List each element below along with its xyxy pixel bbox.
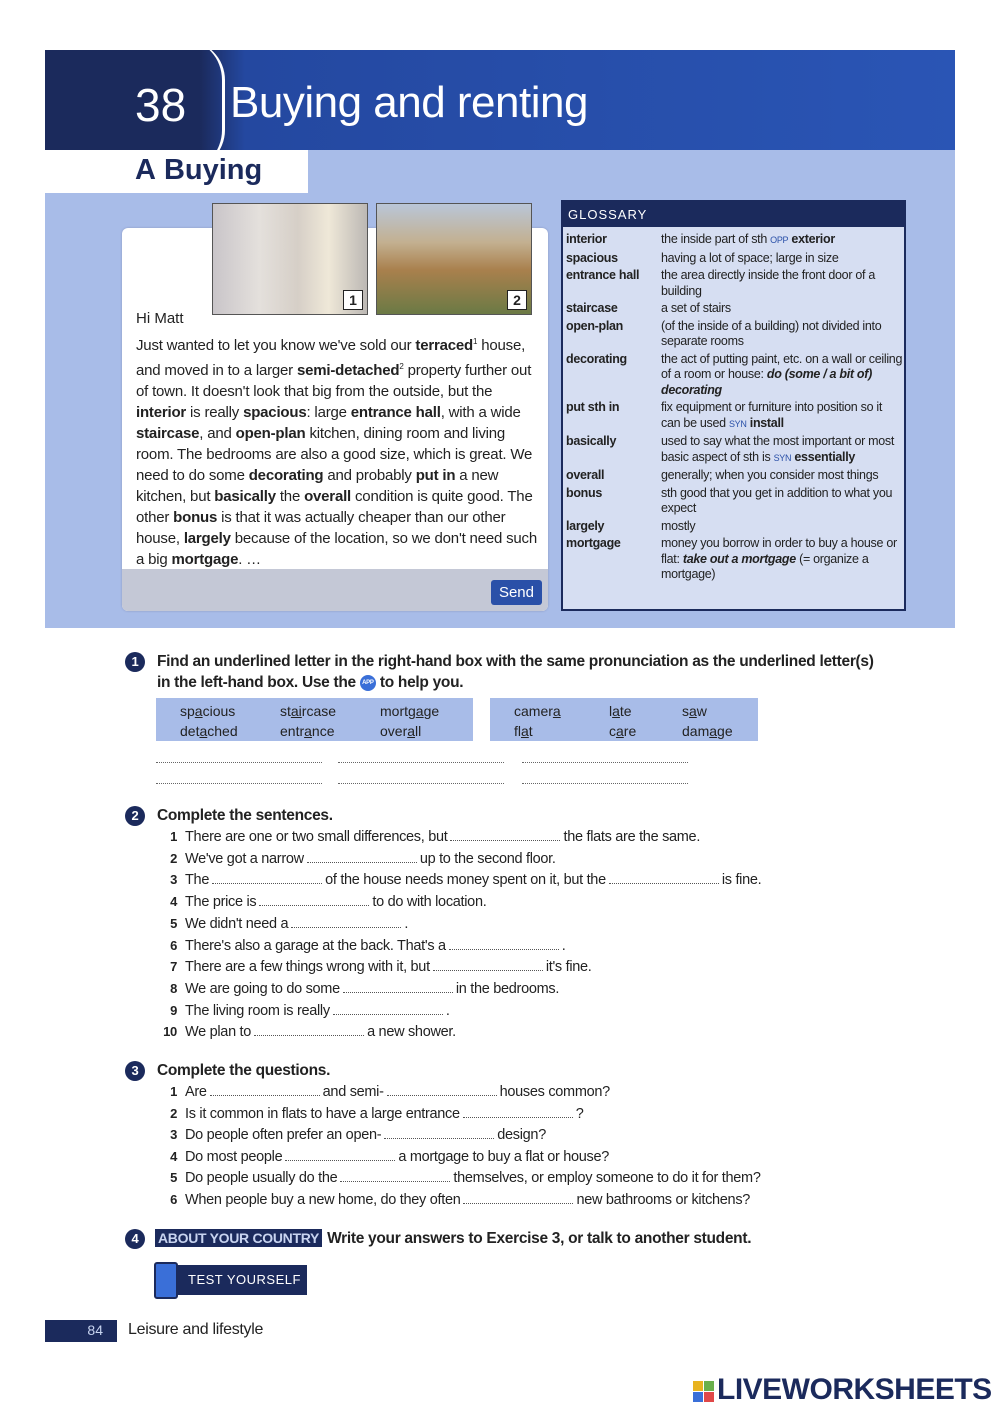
underlined-letters: a	[709, 722, 718, 739]
word-item	[180, 722, 280, 742]
body-text: a new kitchen, but	[136, 467, 499, 505]
key-word: entrance hall	[350, 404, 441, 421]
definition-text: a set of stairs	[661, 301, 731, 315]
photo-semi-detached-house	[376, 203, 532, 315]
sentence-text	[185, 894, 486, 910]
word-item	[682, 702, 762, 722]
sentence-item	[155, 981, 855, 1001]
unit-name: Leisure and lifestyle	[128, 1321, 264, 1338]
word-part: l	[609, 703, 613, 719]
sentence-part: up to the second floor.	[419, 850, 556, 867]
glossary-word: overall	[566, 468, 605, 482]
sentence-text	[185, 1106, 584, 1122]
key-word: spacious	[243, 404, 307, 421]
item-number: 8	[170, 980, 177, 996]
glossary-entry	[566, 251, 904, 269]
page-number: 84	[45, 1320, 117, 1342]
definition-text: generally; when you consider most things	[661, 468, 879, 482]
sentence-part: .	[561, 937, 566, 954]
exercise-3-instruction	[125, 1061, 885, 1083]
sentence-part: to do with location.	[372, 894, 487, 911]
liveworksheets-watermark	[693, 1373, 992, 1407]
word-part: entr	[280, 722, 305, 739]
definition-text: essentially	[791, 449, 856, 464]
sentence-item	[155, 894, 855, 914]
watermark-text: LIVEWORKSHEETS	[717, 1373, 992, 1406]
definition-text: sth good that you get in addition to what you expect	[661, 485, 893, 515]
item-number: 3	[170, 872, 177, 888]
word-item	[380, 722, 480, 742]
answer-blank[interactable]	[609, 872, 719, 884]
label-abbrev: SYN	[728, 418, 747, 429]
app-icon: APP	[360, 675, 376, 691]
sentence-text	[185, 1192, 750, 1208]
answer-line[interactable]	[156, 762, 322, 763]
answer-line[interactable]	[156, 783, 322, 784]
word-item	[609, 722, 682, 742]
glossary-entry	[566, 434, 904, 468]
page-title: Buying and renting	[230, 78, 588, 127]
glossary-definition	[661, 400, 904, 434]
sentence-part: .	[404, 915, 409, 932]
key-word: open-plan	[235, 425, 306, 442]
send-button[interactable]: Send	[491, 580, 542, 605]
item-number: 4	[170, 894, 177, 910]
sentence-item	[155, 1192, 855, 1212]
about-your-country-tag: ABOUT YOUR COUNTRY	[155, 1229, 322, 1247]
item-number: 6	[170, 937, 177, 953]
sentence-part: We didn't need a	[185, 915, 289, 932]
sentence-part: The price is	[185, 894, 257, 911]
definition-text: the inside part of sth	[661, 232, 771, 246]
glossary-word: interior	[566, 232, 607, 246]
exercise-number: 3	[125, 1061, 145, 1081]
sentence-text	[185, 959, 592, 975]
sentence-part: a new shower.	[367, 1024, 456, 1041]
key-word: staircase	[136, 425, 200, 442]
item-number: 9	[170, 1002, 177, 1018]
word-item	[682, 722, 762, 742]
word-part: cious	[202, 703, 236, 719]
right-word-box	[490, 698, 758, 741]
sentence-part: ?	[575, 1105, 584, 1122]
sentence-item	[155, 916, 855, 936]
word-item	[280, 722, 380, 742]
body-text: 1	[473, 337, 478, 346]
section-letter: A	[135, 154, 156, 186]
glossary-entry	[566, 400, 904, 434]
glossary-word: spacious	[566, 250, 618, 265]
glossary-definition	[661, 268, 904, 301]
exercise-number: 1	[125, 652, 145, 672]
definition-text: install	[746, 415, 784, 430]
word-item	[280, 702, 380, 722]
key-word: semi-detached	[296, 362, 400, 379]
glossary-entry	[566, 319, 904, 352]
answer-line[interactable]	[338, 762, 504, 763]
word-part: te	[619, 703, 632, 719]
glossary-entry	[566, 468, 904, 486]
sentence-text	[185, 1149, 609, 1165]
sentence-item	[155, 829, 855, 849]
key-word: bonus	[173, 509, 218, 526]
body-text: . …	[238, 551, 261, 568]
answer-blank[interactable]	[291, 916, 401, 928]
body-text: is really	[186, 404, 244, 421]
answer-blank[interactable]	[254, 1024, 364, 1036]
word-part: ge	[423, 703, 440, 719]
answer-line[interactable]	[522, 762, 688, 763]
underlined-letters: ai	[290, 703, 302, 719]
word-part: camer	[514, 703, 553, 719]
photo-label: 1	[343, 290, 363, 310]
instruction-text: Write your answers to Exercise 3, or talk to another student.	[327, 1230, 752, 1247]
word-item	[380, 702, 480, 722]
glossary-word: basically	[566, 434, 617, 448]
exercise-number: 4	[125, 1229, 145, 1249]
definition-text: money you borrow in order to buy a house or flat:	[661, 536, 897, 566]
book-icon	[154, 1262, 178, 1299]
sentence-part: the flats are the same.	[563, 829, 701, 845]
word-item	[514, 722, 609, 742]
definition-text: take out a mortgage	[682, 551, 796, 566]
sentence-item	[155, 938, 855, 958]
glossary-title: GLOSSARY	[563, 202, 904, 227]
glossary-word: decorating	[566, 351, 627, 366]
photo-label: 2	[507, 290, 527, 310]
body-text: : large	[306, 404, 351, 421]
item-number: 2	[170, 1105, 177, 1121]
answer-blank[interactable]	[333, 1003, 443, 1015]
sentence-part: .	[445, 1002, 450, 1019]
underlined-letters: a	[415, 703, 424, 719]
answer-blank[interactable]	[463, 1106, 573, 1118]
body-text: Just wanted to let you know we've sold our	[136, 337, 416, 354]
glossary-definition	[661, 468, 904, 486]
definition-text: the area directly inside the front door of a building	[661, 268, 876, 298]
answer-blank[interactable]	[433, 959, 543, 971]
body-text: property further out of town. It doesn't look that big from the outside, but the	[136, 362, 532, 400]
answer-blank[interactable]	[343, 981, 453, 993]
glossary-entry	[566, 268, 904, 301]
glossary-word: put sth in	[566, 400, 620, 414]
glossary-word: entrance hall	[566, 268, 640, 282]
answer-blank[interactable]	[212, 872, 322, 884]
answer-blank[interactable]	[340, 1170, 450, 1182]
item-number: 7	[170, 959, 177, 975]
body-text: because of the location, so we don't need such a big	[136, 530, 537, 568]
unit-header	[45, 50, 955, 150]
key-word: largely	[183, 530, 231, 547]
sentence-item	[155, 1106, 855, 1126]
label-abbrev: SYN	[773, 452, 792, 463]
glossary-definition	[661, 319, 904, 352]
underlined-letters: a	[616, 722, 624, 739]
sentence-part: in the bedrooms.	[455, 980, 560, 997]
item-number: 3	[170, 1127, 177, 1143]
answer-blank[interactable]	[210, 1084, 320, 1096]
exercise-2-instruction	[125, 806, 885, 828]
instruction-text: Complete the sentences.	[157, 807, 333, 824]
word-part: ge	[717, 722, 733, 739]
left-word-box	[156, 698, 473, 741]
sentence-part: When people buy a new home, do they often	[185, 1192, 461, 1208]
glossary-entry	[566, 486, 904, 519]
glossary-definition	[661, 486, 904, 519]
item-number: 1	[170, 1084, 177, 1099]
email-greeting: Hi Matt	[136, 310, 184, 327]
word-item	[514, 702, 609, 722]
sentence-part: Are	[185, 1084, 207, 1100]
body-text: and probably	[323, 467, 416, 484]
glossary-definition	[661, 536, 904, 585]
glossary-definition	[661, 519, 904, 537]
definition-text: having a lot of space; large in size	[661, 250, 839, 265]
sentence-part: We've got a narrow	[185, 850, 304, 867]
glossary-entry	[566, 536, 904, 585]
glossary-word: bonus	[566, 485, 602, 500]
sentence-part: houses common?	[499, 1084, 610, 1100]
glossary-definition	[661, 232, 904, 251]
sentence-text	[185, 1024, 456, 1040]
body-text: , with a wide	[440, 404, 521, 421]
key-word: basically	[214, 488, 276, 505]
item-number: 2	[170, 850, 177, 866]
sentence-part: The	[185, 872, 210, 889]
sentence-item	[155, 1003, 855, 1023]
underlined-letters: a	[199, 722, 208, 739]
sentence-text	[185, 1127, 546, 1143]
glossary-definition	[661, 352, 904, 401]
sentence-part: There's also a garage at the back. That's a	[185, 937, 446, 954]
word-part: rcase	[301, 703, 337, 719]
glossary-word: open-plan	[566, 318, 624, 333]
word-part: st	[280, 703, 291, 719]
sentence-part: Do people usually do the	[185, 1170, 338, 1187]
sentence-part: We plan to	[185, 1024, 252, 1041]
glossary-entry	[566, 232, 904, 251]
underlined-letters: a	[304, 722, 312, 739]
glossary-entry	[566, 352, 904, 401]
definition-text: (= organize a mortgage)	[661, 551, 869, 581]
sentence-text	[185, 1003, 450, 1019]
answer-blank[interactable]	[384, 1127, 494, 1139]
underlined-letters: a	[612, 703, 620, 719]
answer-blank[interactable]	[285, 1149, 395, 1161]
word-part: fl	[514, 722, 521, 739]
sentence-part: a mortgage to buy a flat or house?	[398, 1148, 610, 1165]
sentence-part: and semi-	[322, 1084, 384, 1100]
email-footer-bar	[122, 569, 548, 611]
key-word: terraced	[415, 337, 474, 354]
header-divider	[185, 50, 225, 150]
answer-blank[interactable]	[387, 1084, 497, 1096]
sentence-part: themselves, or employ someone to do it for them?	[453, 1170, 761, 1187]
key-word: mortgage	[171, 551, 239, 568]
sentence-part: new bathrooms or kitchens?	[576, 1192, 751, 1208]
photo-terraced-house	[212, 203, 368, 315]
body-text: house, and moved in to a larger	[136, 337, 526, 379]
underlined-letters: a	[521, 722, 529, 739]
sentence-text	[185, 872, 761, 888]
label-abbrev: OPP	[770, 235, 789, 245]
answer-line[interactable]	[522, 783, 688, 784]
sentence-part: Is it common in flats to have a large entrance	[185, 1105, 460, 1122]
word-item	[180, 702, 280, 722]
item-number: 5	[170, 915, 177, 931]
definition-text: the act of putting paint, etc. on a wall or ceiling of a room or house:	[661, 351, 903, 381]
sentence-item	[155, 1084, 855, 1104]
sentence-item	[155, 959, 855, 979]
sentence-item	[155, 851, 855, 871]
section-a-heading	[45, 150, 308, 193]
word-part: s	[682, 703, 689, 719]
answer-line[interactable]	[338, 783, 504, 784]
sentence-item	[155, 1024, 855, 1044]
underlined-letters: a	[552, 703, 561, 719]
body-text: 2	[399, 362, 404, 371]
definition-text: used to say what the most important or most basic aspect of sth is	[661, 434, 895, 464]
sentence-item	[155, 1127, 855, 1147]
instruction-text: Find an underlined letter in the right-hand box with the same pronunciation as the underlined letter(s) in the left-hand box. Use the	[157, 653, 874, 691]
definition-text: do (some / a bit of) decorating	[661, 367, 872, 397]
instruction-text: to help you.	[379, 674, 464, 691]
sentence-text	[185, 1084, 610, 1100]
item-number: 4	[170, 1148, 177, 1164]
glossary-word: staircase	[566, 301, 618, 315]
glossary-word: mortgage	[566, 536, 621, 550]
sentence-part: is fine.	[721, 872, 762, 889]
glossary-entry	[566, 519, 904, 537]
sentence-text	[185, 916, 408, 932]
answer-blank[interactable]	[259, 894, 369, 906]
word-part: nce	[311, 722, 335, 739]
answer-blank[interactable]	[449, 938, 559, 950]
underlined-letters: a	[689, 703, 697, 719]
sentence-text	[185, 938, 566, 954]
sentence-part: Do people often prefer an open-	[185, 1127, 382, 1144]
sentence-item	[155, 1170, 855, 1190]
glossary-definition	[661, 251, 904, 269]
word-part: over	[380, 722, 408, 739]
sentence-text	[185, 851, 556, 867]
glossary-definition	[661, 301, 904, 319]
word-part: c	[609, 722, 616, 739]
exercise-1-instruction	[125, 651, 885, 691]
word-part: re	[623, 722, 637, 739]
sentence-text	[185, 1170, 761, 1186]
sentence-part: The living room is really	[185, 1002, 330, 1019]
liveworksheets-logo-icon	[693, 1381, 714, 1402]
sentence-part: There are a few things wrong with it, but	[185, 959, 430, 976]
sentence-item	[155, 1149, 855, 1169]
unit-number: 38	[135, 79, 187, 131]
item-number: 5	[170, 1170, 177, 1186]
word-part: w	[696, 703, 707, 719]
instruction-text: Complete the questions.	[157, 1062, 331, 1079]
body-text: kitchen, dining room and living room. The bedrooms are also a good size, which is great. We need to do some	[136, 425, 533, 484]
word-part: ll	[415, 722, 422, 739]
word-part: t	[528, 722, 533, 739]
definition-text: (of the inside of a building) not divided into separate rooms	[661, 318, 882, 348]
sentence-part: it's fine.	[545, 959, 592, 976]
section-title: Buying	[163, 154, 263, 186]
glossary-definition	[661, 434, 904, 468]
exercise-number: 2	[125, 806, 145, 826]
key-word: decorating	[248, 467, 324, 484]
item-number: 6	[170, 1192, 177, 1207]
sentence-part: We are going to do some	[185, 980, 340, 997]
sentence-part: There are one or two small differences, but	[185, 829, 448, 845]
word-part: det	[180, 722, 200, 739]
sentence-part: Do most people	[185, 1148, 283, 1165]
definition-text: fix equipment or furniture into position so it can be used	[661, 400, 883, 430]
sentence-text	[185, 981, 559, 997]
sentence-text	[185, 829, 700, 845]
word-part: mortg	[380, 703, 416, 719]
word-item	[609, 702, 682, 722]
key-word: interior	[136, 404, 187, 421]
underlined-letters: a	[194, 703, 203, 719]
word-part: dam	[682, 722, 710, 739]
sentence-part: design?	[497, 1127, 546, 1144]
body-text: condition is quite good. The other	[136, 488, 533, 526]
body-text: , and	[199, 425, 236, 442]
sentence-part: of the house needs money spent on it, but the	[325, 872, 606, 889]
word-part: sp	[180, 703, 195, 719]
body-text: is that it was actually cheaper than our other house,	[136, 509, 506, 547]
glossary-box	[561, 200, 906, 611]
answer-blank[interactable]	[450, 829, 560, 841]
exercise-4	[125, 1229, 751, 1249]
key-word: put in	[415, 467, 456, 484]
glossary-word: largely	[566, 518, 605, 533]
body-text: the	[275, 488, 305, 505]
item-number: 10	[163, 1024, 177, 1040]
word-part: ched	[207, 722, 238, 739]
definition-text: mostly	[661, 518, 696, 533]
sentence-item	[155, 872, 855, 892]
test-yourself-button[interactable]	[158, 1265, 307, 1295]
item-number: 1	[170, 829, 177, 844]
answer-blank[interactable]	[307, 851, 417, 863]
underlined-letters: a	[407, 722, 416, 739]
glossary-entry	[566, 301, 904, 319]
test-yourself-label: TEST YOURSELF	[188, 1272, 301, 1287]
key-word: overall	[304, 488, 352, 505]
definition-text: exterior	[788, 232, 835, 246]
email-body	[136, 331, 541, 570]
answer-blank[interactable]	[463, 1192, 573, 1204]
